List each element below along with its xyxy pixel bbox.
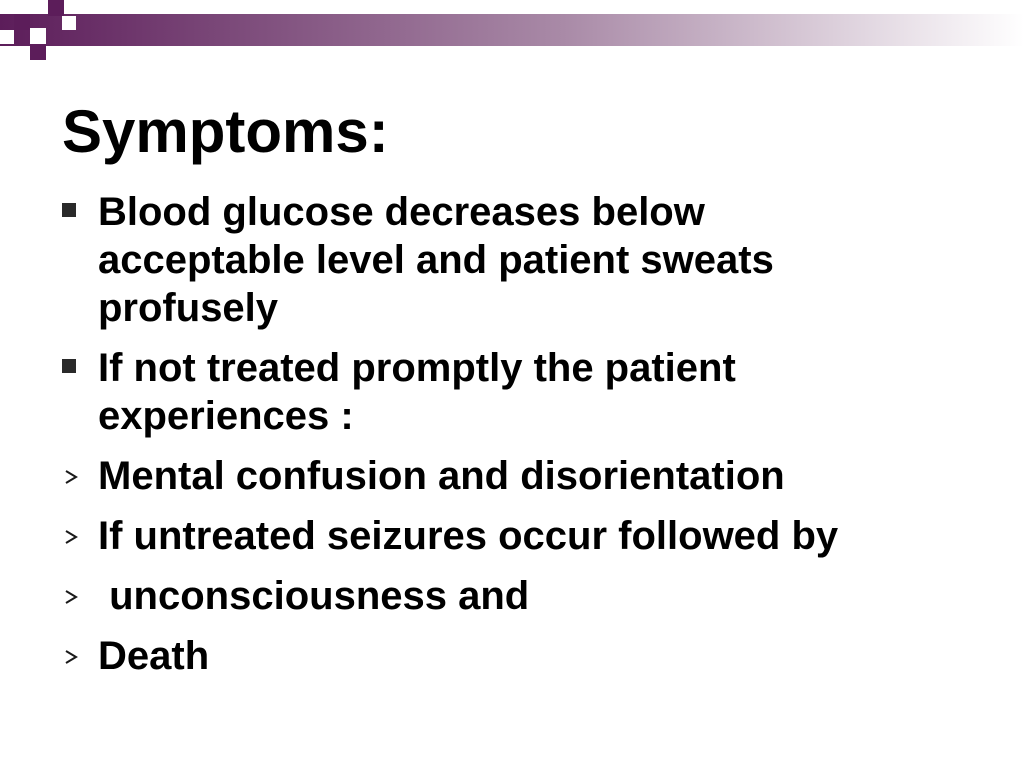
decor-square [30, 44, 46, 60]
decor-square [0, 30, 14, 44]
square-bullet-icon [62, 359, 76, 373]
bullet-text-line: acceptable level and patient sweats [98, 238, 774, 282]
bullet-text-line: profusely [98, 286, 279, 330]
arrow-bullet-icon [60, 466, 82, 488]
bullet-text-line: Death [98, 634, 210, 678]
decor-square [62, 16, 76, 30]
bullet-text-line: If untreated seizures occur followed by [98, 514, 839, 558]
bullet-text-line: unconsciousness and [98, 574, 530, 618]
square-bullet-icon [62, 203, 76, 217]
bullet-text-line: Mental confusion and disorientation [98, 454, 785, 498]
bullet-text-line: If not treated promptly the patient [98, 346, 736, 390]
header-decoration [0, 0, 1024, 64]
bullet-text-line: Blood glucose decreases below [98, 190, 705, 234]
decor-square [14, 14, 30, 30]
decor-square [48, 0, 64, 16]
bullet-text-line: experiences : [98, 394, 354, 438]
arrow-bullet-icon [60, 586, 82, 608]
arrow-bullet-icon [60, 646, 82, 668]
decor-square [30, 28, 46, 44]
arrow-bullet-icon [60, 526, 82, 548]
slide-title: Symptoms: [62, 98, 389, 165]
